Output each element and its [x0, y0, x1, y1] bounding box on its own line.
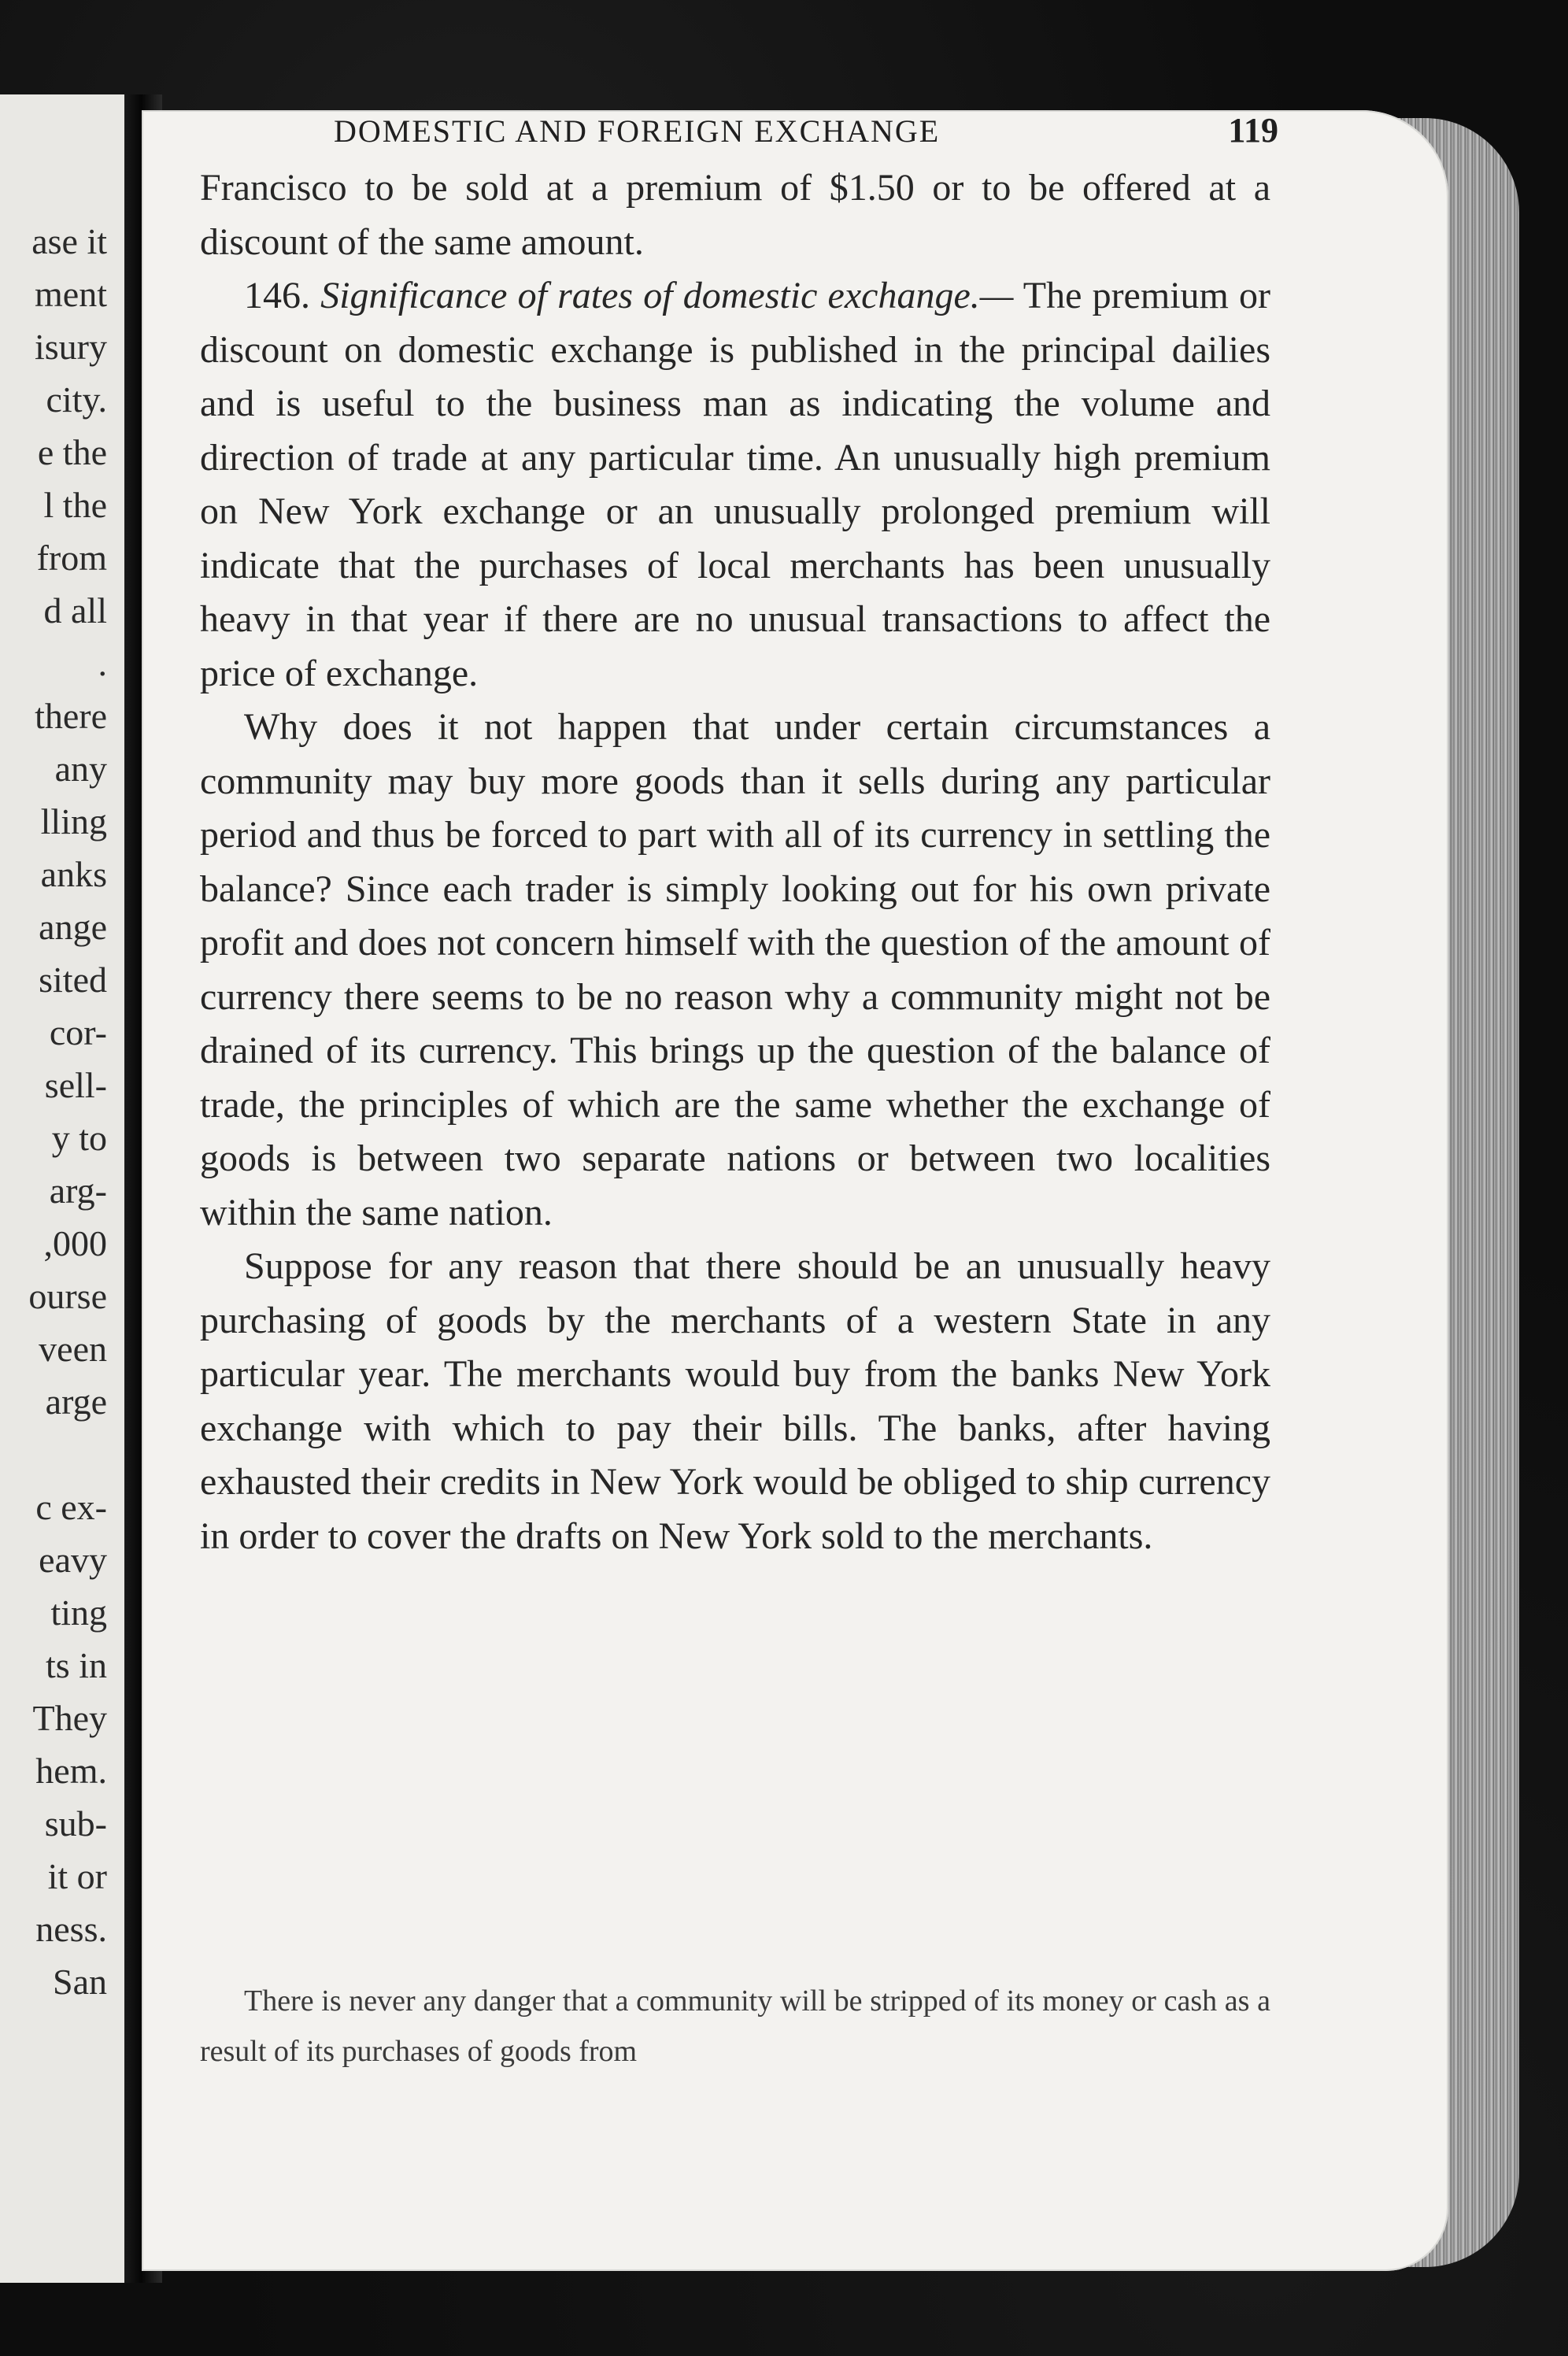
facing-page-line: ase it: [31, 221, 107, 261]
facing-page-line: ange: [39, 907, 107, 947]
facing-page-line: any: [54, 749, 107, 789]
facing-page-line: arge: [45, 1381, 107, 1422]
facing-page-line: lling: [40, 801, 107, 841]
section-paragraph: [200, 269, 1270, 701]
facing-page-line: hem.: [35, 1751, 107, 1791]
section-title: Significance of rates of domestic exchange.—: [320, 275, 1014, 316]
facing-page-line: d all: [43, 590, 107, 631]
facing-page-line: sub-: [44, 1803, 107, 1844]
facing-page-line: veen: [39, 1329, 107, 1369]
facing-page-line: city.: [46, 379, 107, 420]
facing-page-line: ting: [50, 1592, 107, 1633]
page-number: 119: [1228, 111, 1278, 150]
facing-page-line: from: [36, 538, 107, 578]
facing-page-line: arg-: [49, 1171, 107, 1211]
facing-page-line: c ex-: [35, 1487, 107, 1527]
running-header: [200, 110, 1278, 150]
facing-page-fragment: [0, 94, 124, 2283]
small-print-note: There is never any danger that a community will be stripped of its money or cash as a result of its purchases of goods from: [200, 1984, 1270, 2068]
facing-page-line: it or: [47, 1856, 107, 1896]
running-title: DOMESTIC AND FOREIGN EXCHANGE: [334, 113, 941, 149]
facing-page-line: ness.: [35, 1909, 107, 1949]
facing-page-line: sell-: [44, 1065, 107, 1105]
facing-page-line: .: [98, 643, 107, 683]
facing-page-line: They: [32, 1698, 107, 1738]
facing-page-line: ts in: [46, 1645, 107, 1685]
paragraph-text: The premium or discount on domestic exchange is published in the principal dailies and is useful to the business man as indicating the volume and direction of trade at any particular time. An unusually high premium on New York exchange or an unusually prolonged premium will indicate that the purchases of local merchants has been unusually heavy in that year if there are no unusual transactions to affect the price of exchange.: [200, 275, 1271, 694]
facing-page-line: anks: [40, 854, 107, 894]
page-body: [200, 161, 1270, 1563]
facing-page-line: there: [35, 696, 107, 736]
facing-page-line: sited: [39, 960, 107, 1000]
facing-page-line: e the: [37, 432, 107, 472]
section-number: 146.: [244, 275, 310, 316]
facing-page-line: y to: [51, 1118, 107, 1158]
paragraph: Suppose for any reason that there should be an unusually heavy purchasing of goods by the merchants of a western State in any particular year. The merchants would buy from the banks New York exchange with which to pay their bills. The banks, after having exhausted their credits in New York would be obliged to ship currency in order to cover the drafts on New York sold to the merchants.: [200, 1245, 1270, 1557]
facing-page-line: ,000: [43, 1223, 107, 1263]
facing-page-line: l the: [43, 485, 107, 525]
facing-page-line: ment: [35, 274, 107, 314]
paragraph: Why does it not happen that under certain circumstances a community may buy more goods than it sells during any particular period and thus be forced to part with all of its currency in settling the balance? Since each trader is simply looking out for his own private profit and does not concern himself with the question of the amount of currency there seems to be no reason why a community might not be drained of its currency. This brings up the question of the balance of trade, the principles of which are the same whether the exchange of goods is between two separate nations or between two localities within the same nation.: [200, 706, 1270, 1233]
facing-page-line: cor-: [49, 1012, 107, 1052]
facing-page-line: ourse: [28, 1276, 107, 1316]
facing-page-line: isury: [35, 327, 107, 367]
paragraph-continuation: Francisco to be sold at a premium of $1.50 or to be offered at a discount of the same amount.: [200, 167, 1270, 263]
facing-page-line: San: [53, 1962, 107, 2002]
facing-page-line: eavy: [39, 1540, 107, 1580]
